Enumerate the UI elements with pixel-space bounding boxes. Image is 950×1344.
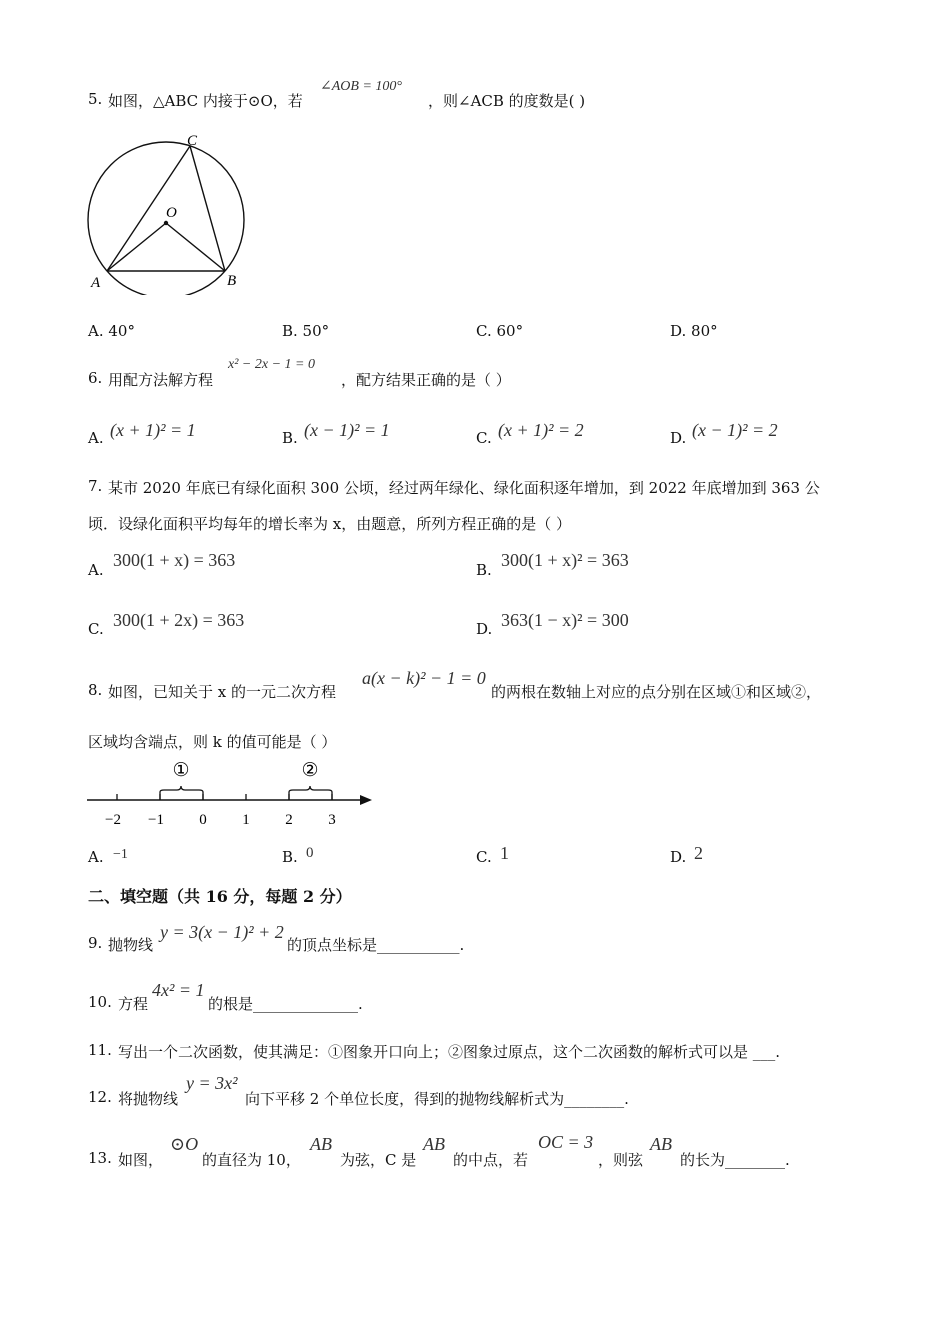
q7-stem-line2: 顷．设绿化面积平均每年的增长率为 x，由题意，所列方程正确的是（ ） [88, 515, 571, 533]
q13-math-ab-2: AB [423, 1134, 445, 1154]
q8-number-line [82, 756, 382, 834]
radius-ob [166, 223, 225, 271]
q12-stem-post: 向下平移 2 个单位长度，得到的抛物线解析式为________. [245, 1090, 629, 1108]
q6-option-d-math: (x − 1)² = 2 [692, 420, 778, 440]
q13-text-6: 的长为________. [680, 1151, 790, 1169]
q13-text-1: 如图， [118, 1151, 164, 1169]
q7-option-d-math: 363(1 − x)² = 300 [501, 610, 629, 630]
q13-math-circle-o: ⊙O [170, 1134, 199, 1154]
q13-text-5: ，则弦 [598, 1151, 644, 1169]
q12-math: y = 3x² [186, 1073, 238, 1093]
q6-math: x² − 2x − 1 = 0 [228, 357, 315, 372]
q7-option-c-math: 300(1 + 2x) = 363 [113, 610, 245, 630]
q13-text-4: 的中点，若 [453, 1151, 529, 1169]
q13-math-ab-3: AB [650, 1134, 672, 1154]
q8-math: a(x − k)² − 1 = 0 [362, 668, 486, 688]
tick-label-neg1: −1 [148, 812, 164, 828]
tick-label-3: 3 [328, 812, 336, 828]
q13-math-oc: OC = 3 [538, 1132, 594, 1152]
q8-option-c-letter: C. [476, 848, 492, 866]
radius-oa [107, 223, 166, 271]
q12-stem-pre: 将抛物线 [118, 1090, 179, 1108]
label-c: C [187, 133, 198, 149]
q8-option-b-math: 0 [306, 845, 314, 861]
q5-circle-figure [80, 125, 260, 295]
q7-stem-line1: 某市 2020 年底已有绿化面积 300 公顷，经过两年绿化、绿化面积逐年增加，到 2022 年底增加到 363 公 [108, 479, 820, 497]
q13-text-2: 的直径为 10， [202, 1151, 301, 1169]
q9-number: 9. [88, 934, 103, 952]
q5-stem-post: ，则∠ACB 的度数是( ) [428, 92, 586, 110]
q6-option-c-math: (x + 1)² = 2 [498, 420, 584, 440]
q5-option-a: A. 40° [88, 322, 135, 340]
q5-option-b: B. 50° [282, 322, 330, 340]
q8-option-c-math: 1 [500, 843, 509, 863]
q10-number: 10. [88, 993, 112, 1011]
label-b: B [227, 273, 237, 289]
q8-option-d-letter: D. [670, 848, 687, 866]
q10-stem-pre: 方程 [118, 995, 149, 1013]
q11-text: 写出一个二次函数，使其满足：①图象开口向上；②图象过原点，这个二次函数的解析式可以是 ___. [118, 1043, 781, 1061]
q8-stem-post: 的两根在数轴上对应的点分别在区域①和区域②， [491, 683, 822, 701]
q13-text-3: 为弦，C 是 [340, 1151, 417, 1169]
q6-option-c-letter: C. [476, 429, 492, 447]
q5-stem-pre: 如图，△ABC 内接于⊙O，若 [108, 92, 303, 110]
center-point [164, 221, 168, 225]
q7-option-a-letter: A. [88, 561, 104, 579]
q13-number: 13. [88, 1149, 112, 1167]
q7-option-b-math: 300(1 + x)² = 363 [501, 550, 629, 570]
q8-option-b-letter: B. [282, 848, 298, 866]
q8-option-a-letter: A. [88, 848, 104, 866]
q6-stem-post: ，配方结果正确的是（ ） [341, 371, 511, 389]
q5-number: 5. [88, 90, 103, 108]
section-2-title: 二、填空题（共 16 分，每题 2 分） [88, 887, 352, 906]
q6-stem-pre: 用配方法解方程 [108, 371, 214, 389]
q10-math: 4x² = 1 [152, 980, 205, 1000]
chord-ac [107, 146, 190, 271]
q6-option-b-math: (x − 1)² = 1 [304, 420, 390, 440]
q9-math: y = 3(x − 1)² + 2 [160, 922, 284, 942]
q13-math-ab-1: AB [310, 1134, 332, 1154]
label-a: A [91, 275, 101, 291]
label-o: O [166, 205, 177, 221]
chord-bc [190, 146, 225, 271]
q12-number: 12. [88, 1088, 112, 1106]
q6-option-a-math: (x + 1)² = 1 [110, 420, 196, 440]
q9-stem-post: 的顶点坐标是___________. [287, 936, 465, 954]
q8-option-a-math: −1 [113, 847, 128, 862]
q6-option-d-letter: D. [670, 429, 687, 447]
q6-number: 6. [88, 369, 103, 387]
q7-option-b-letter: B. [476, 561, 492, 579]
q8-stem-line2: 区域均含端点，则 k 的值可能是（ ） [88, 733, 337, 751]
q11-number: 11. [88, 1041, 112, 1059]
q5-option-d: D. 80° [670, 322, 718, 340]
q5-math: ∠AOB = 100° [320, 79, 402, 94]
tick-label-2: 2 [285, 812, 293, 828]
q7-number: 7. [88, 477, 103, 495]
q8-number: 8. [88, 681, 103, 699]
q7-option-c-letter: C. [88, 620, 104, 638]
q7-option-d-letter: D. [476, 620, 493, 638]
q6-option-b-letter: B. [282, 429, 298, 447]
region-2-label: ② [301, 760, 319, 781]
region-1-label: ① [172, 760, 190, 781]
region-2-brace [289, 786, 332, 800]
q10-stem-post: 的根是______________. [208, 995, 363, 1013]
q9-stem-pre: 抛物线 [108, 936, 154, 954]
q6-option-a-letter: A. [88, 429, 104, 447]
q5-option-c: C. 60° [476, 322, 524, 340]
q8-option-d-math: 2 [694, 843, 703, 863]
q8-stem-pre: 如图，已知关于 x 的一元二次方程 [108, 683, 336, 701]
tick-label-1: 1 [242, 812, 250, 828]
tick-label-0: 0 [199, 812, 207, 828]
region-1-brace [160, 786, 203, 800]
axis-arrow [360, 795, 372, 805]
tick-label-neg2: −2 [105, 812, 121, 828]
q7-option-a-math: 300(1 + x) = 363 [113, 550, 236, 570]
